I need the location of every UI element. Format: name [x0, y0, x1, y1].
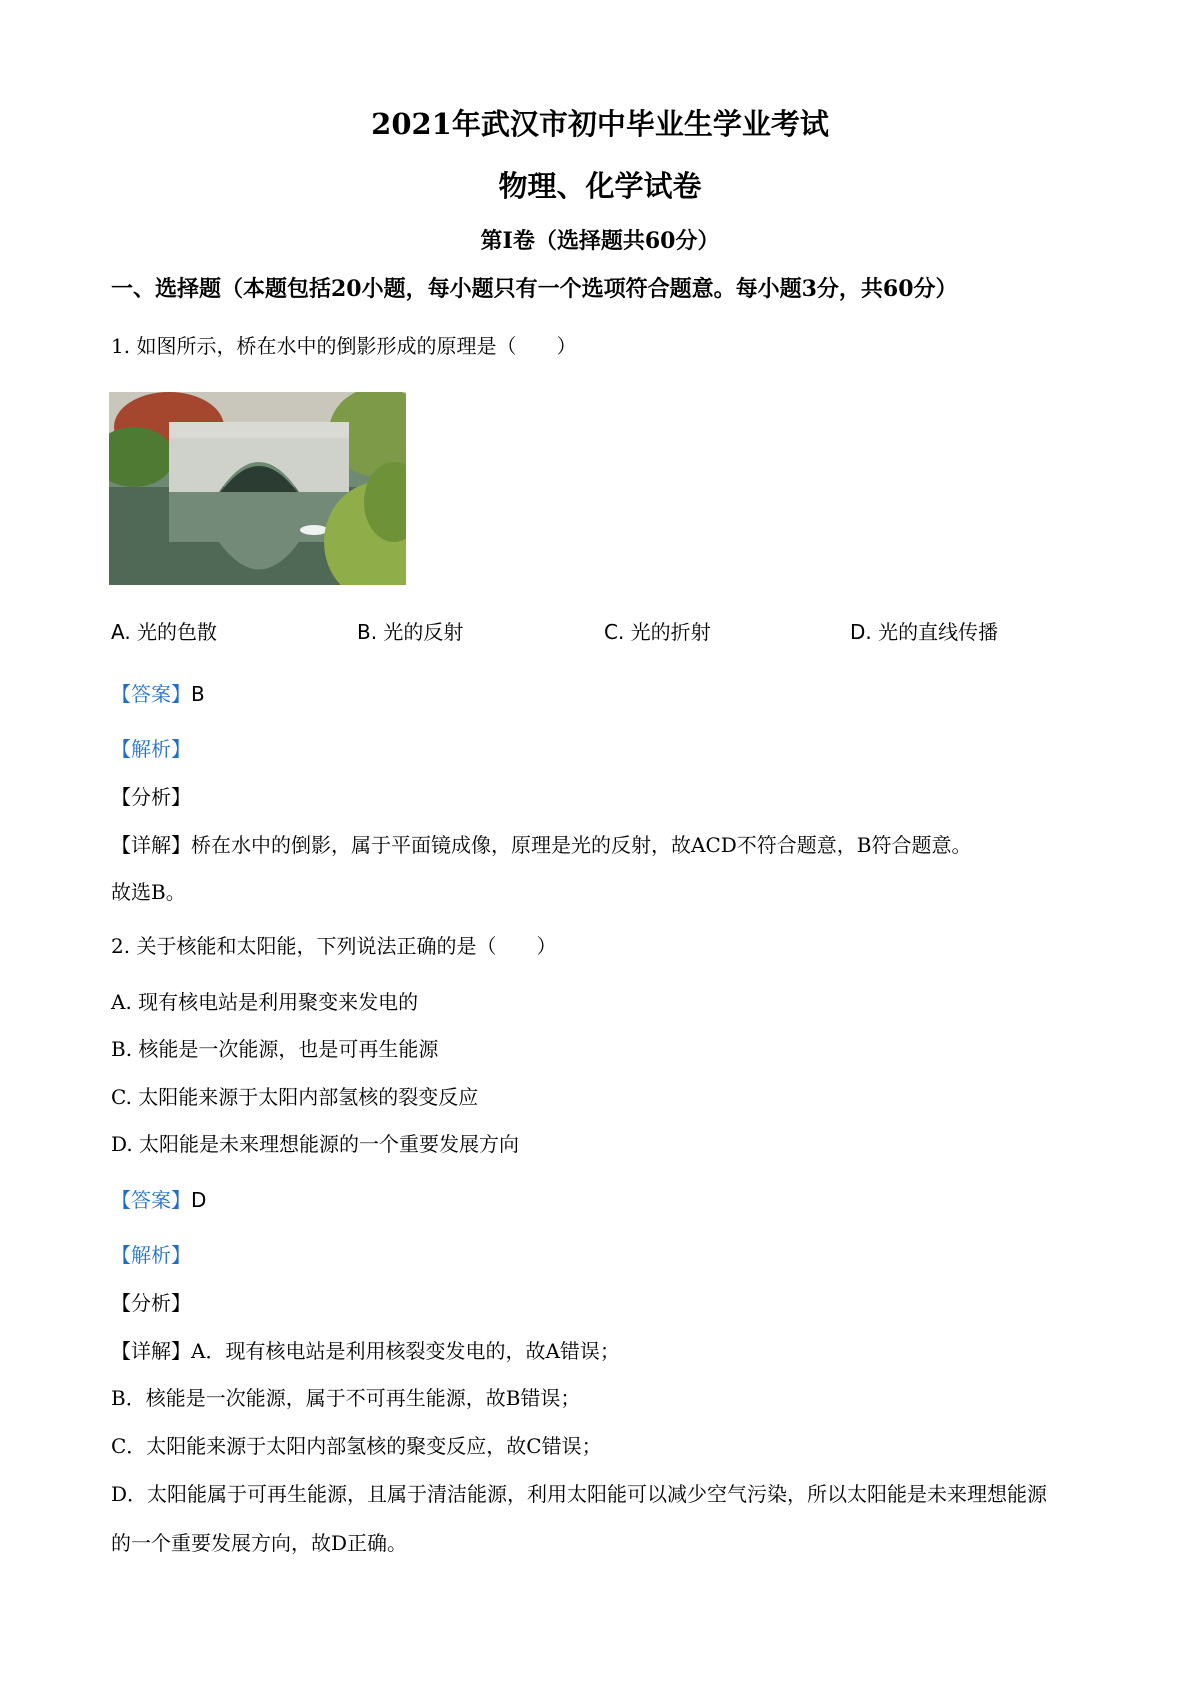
volume-heading: 第I卷（选择题共60分） [480, 228, 720, 254]
q2-fenxi: 【分析】 [111, 1291, 191, 1315]
exam-title: 2021年武汉市初中毕业生学业考试 [371, 107, 829, 141]
q1-fenxi: 【分析】 [111, 785, 191, 809]
q1-detail: 【详解】桥在水中的倒影，属于平面镜成像，原理是光的反射，故ACD不符合题意，B符合题意。 [111, 833, 972, 857]
q1-analysis-tag: 【解析】 [111, 737, 191, 761]
q1-conclusion: 故选B。 [111, 880, 186, 904]
bridge-reflection-photo [109, 392, 406, 585]
answer-value: D [191, 1188, 207, 1212]
q2-option-c: C. 太阳能来源于太阳内部氢核的裂变反应 [111, 1085, 479, 1109]
q1-option-a: A. 光的色散 [111, 620, 218, 644]
q2-stem: 2. 关于核能和太阳能，下列说法正确的是（ ） [111, 934, 557, 958]
section-heading: 一、选择题（本题包括20小题，每小题只有一个选项符合题意。每小题3分，共60分） [111, 276, 958, 302]
q2-line-c: C．太阳能来源于太阳内部氢核的聚变反应，故C错误； [111, 1434, 602, 1458]
answer-tag: 【答案】 [111, 682, 191, 706]
q2-option-b: B. 核能是一次能源，也是可再生能源 [111, 1037, 439, 1061]
exam-subtitle: 物理、化学试卷 [498, 169, 702, 203]
q1-answer [111, 681, 205, 707]
q1-option-b: B. 光的反射 [357, 620, 464, 644]
q2-detail: 【详解】A．现有核电站是利用核裂变发电的，故A错误； [111, 1339, 620, 1363]
q1-option-d: D. 光的直线传播 [850, 620, 999, 644]
answer-value: B [191, 682, 205, 706]
q2-option-d: D. 太阳能是未来理想能源的一个重要发展方向 [111, 1132, 520, 1156]
answer-tag: 【答案】 [111, 1188, 191, 1212]
q2-line-b: B．核能是一次能源，属于不可再生能源，故B错误； [111, 1386, 581, 1410]
q2-line-d1: D．太阳能属于可再生能源，且属于清洁能源，利用太阳能可以减少空气污染，所以太阳能是未来理想能源 [111, 1482, 1048, 1506]
q1-option-c: C. 光的折射 [604, 620, 711, 644]
q2-line-d2: 的一个重要发展方向，故D正确。 [111, 1531, 408, 1555]
q1-stem: 1. 如图所示，桥在水中的倒影形成的原理是（ ） [111, 334, 577, 358]
q2-option-a: A. 现有核电站是利用聚变来发电的 [111, 990, 419, 1014]
q2-analysis-tag: 【解析】 [111, 1243, 191, 1267]
q2-answer [111, 1187, 206, 1213]
